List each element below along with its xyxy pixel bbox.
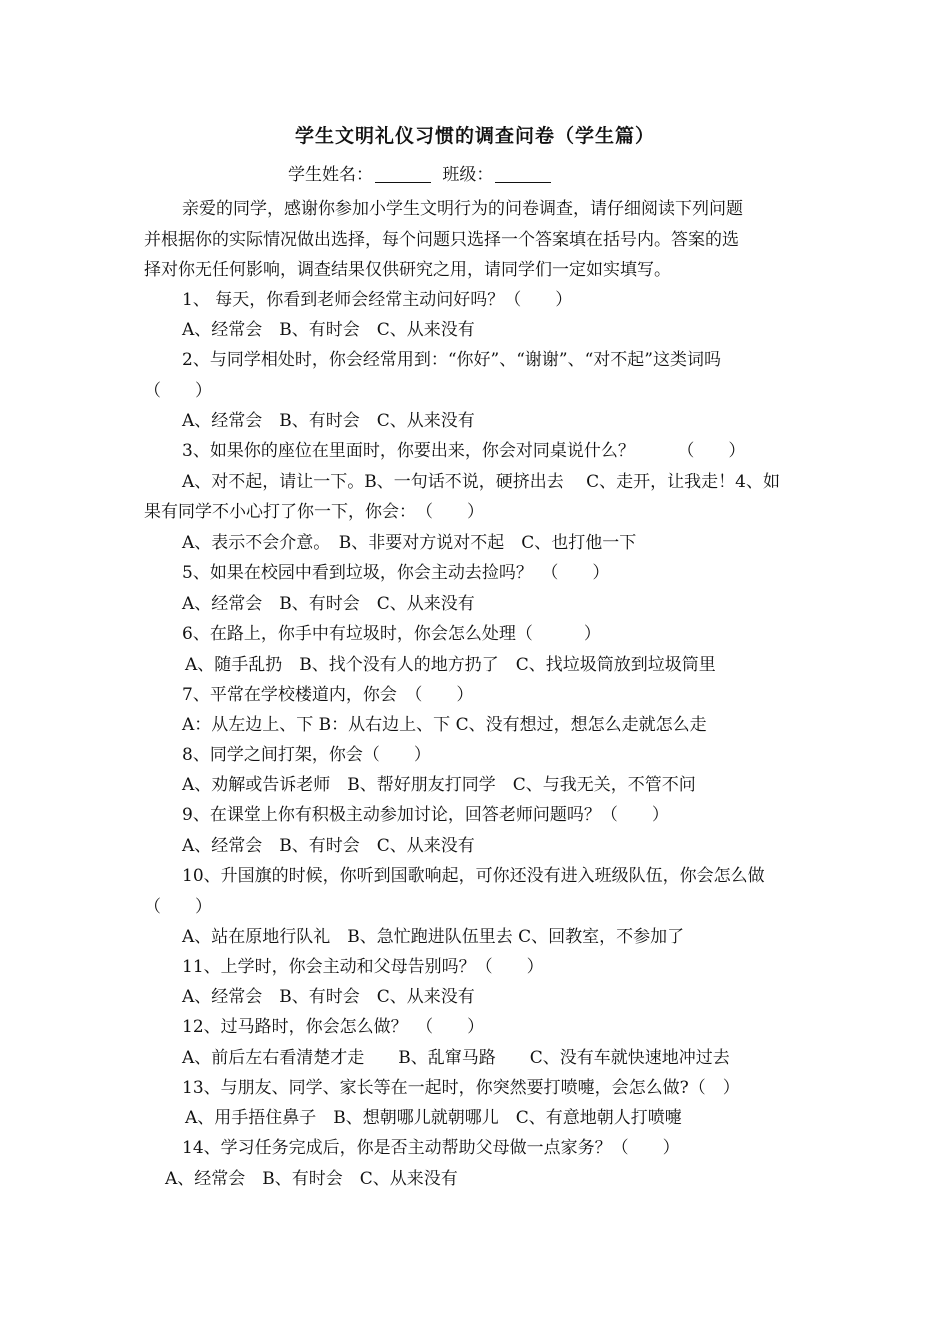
- class-blank[interactable]: [495, 165, 551, 183]
- question-10: 10、升国旗的时候，你听到国歌响起，可你还没有进入班级队伍，你会怎么做: [182, 866, 765, 886]
- class-label: 班级：: [442, 165, 494, 185]
- question-2-options: A、经常会 B、有时会 C、从来没有: [182, 411, 475, 431]
- question-5: 5、如果在校园中看到垃圾，你会主动去捡吗？ （ ）: [182, 563, 610, 583]
- question-6-options: A、随手乱扔 B、找个没有人的地方扔了 C、找垃圾筒放到垃圾筒里: [185, 655, 716, 675]
- question-11-options: A、经常会 B、有时会 C、从来没有: [182, 987, 475, 1007]
- question-7-options: A：从左边上、下 B：从右边上、下 C、没有想过，想怎么走就怎么走: [182, 715, 707, 735]
- question-5-options: A、经常会 B、有时会 C、从来没有: [182, 594, 475, 614]
- student-name-blank[interactable]: [375, 165, 431, 183]
- question-8-options: A、劝解或告诉老师 B、帮好朋友打同学 C、与我无关，不管不问: [182, 775, 696, 795]
- question-11: 11、上学时，你会主动和父母告别吗？（ ）: [182, 957, 544, 977]
- page-title: 学生文明礼仪习惯的调查问卷（学生篇）: [294, 125, 655, 147]
- question-12: 12、过马路时，你会怎么做？ （ ）: [182, 1017, 485, 1037]
- question-10-bracket: （ ）: [144, 897, 212, 917]
- question-3-options: A、对不起，请让一下。B、一句话不说，硬挤出去 C、走开，让我走！4、如: [182, 472, 780, 492]
- intro-line-3: 择对你无任何影响，调查结果仅供研究之用，请同学们一定如实填写。: [144, 260, 671, 280]
- question-2-bracket: （ ）: [144, 381, 212, 401]
- student-name-label: 学生姓名：: [288, 165, 373, 185]
- question-4: 果有同学不小心打了你一下，你会： （ ）: [144, 502, 484, 522]
- question-9-options: A、经常会 B、有时会 C、从来没有: [182, 836, 475, 856]
- question-12-options: A、前后左右看清楚才走 B、乱窜马路 C、没有车就快速地冲过去: [182, 1048, 730, 1068]
- question-13-options: A、用手捂住鼻子 B、想朝哪儿就朝哪儿 C、有意地朝人打喷嚏: [185, 1108, 682, 1128]
- question-6: 6、在路上，你手中有垃圾时，你会怎么处理（ ）: [182, 624, 601, 644]
- question-8: 8、同学之间打架，你会（ ）: [182, 745, 431, 765]
- question-2: 2、与同学相处时，你会经常用到：“你好”、“谢谢”、“对不起”这类词吗: [182, 350, 721, 370]
- question-1: 1、 每天，你看到老师会经常主动问好吗？（ ）: [182, 290, 573, 310]
- question-9: 9、在课堂上你有积极主动参加讨论，回答老师问题吗？（ ）: [182, 805, 669, 825]
- question-3: 3、如果你的座位在里面时，你要出来，你会对同桌说什么？ （ ）: [182, 441, 746, 461]
- question-7: 7、平常在学校楼道内，你会 （ ）: [182, 685, 474, 705]
- question-4-options: A、表示不会介意。 B、非要对方说对不起 C、也打他一下: [182, 533, 637, 553]
- question-10-options: A、站在原地行队礼 B、急忙跑进队伍里去 C、回教室，不参加了: [182, 927, 685, 947]
- student-info-line: [288, 160, 557, 185]
- question-13: 13、与朋友、同学、家长等在一起时，你突然要打喷嚏，会怎么做?（ ）: [182, 1078, 740, 1098]
- intro-line-1: 亲爱的同学，感谢你参加小学生文明行为的问卷调查，请仔细阅读下列问题: [182, 199, 743, 219]
- intro-line-2: 并根据你的实际情况做出选择，每个问题只选择一个答案填在括号内。答案的选: [144, 230, 739, 250]
- question-14-options: A、经常会 B、有时会 C、从来没有: [165, 1169, 458, 1189]
- question-1-options: A、经常会 B、有时会 C、从来没有: [182, 320, 475, 340]
- question-14: 14、学习任务完成后，你是否主动帮助父母做一点家务？（ ）: [182, 1138, 680, 1158]
